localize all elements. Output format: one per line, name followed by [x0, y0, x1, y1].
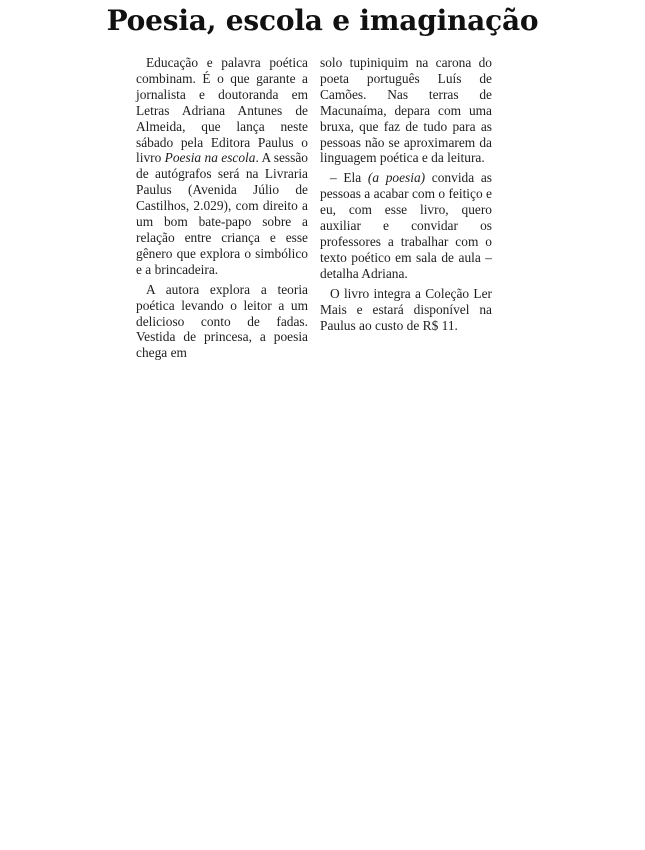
quote-text-start: – Ela — [330, 170, 368, 186]
paragraph-availability: O livro integra a Coleção Ler Mais e estará disponível na Paulus ao custo de R$ 11. — [320, 285, 492, 333]
intro-text-end: . A sessão de autógrafos será na Livraria Paulus (Avenida Júlio de Castilhos, 2.029), com direito a um bom bate-papo sobre a relação entre criança e esse gênero que explora o simbólico e a brincadeira. — [136, 150, 308, 277]
book-title: Poesia na escola — [164, 150, 256, 166]
article-column-right — [320, 55, 492, 337]
article-headline: Poesia, escola e imaginação — [106, 4, 539, 37]
quote-aside: (a poesia) — [367, 170, 426, 186]
intro-text-start: Educação e palavra poética combinam. É o que garante a jornalista e doutoranda em Letras Adriana Antunes de Almeida, que lança neste sábado pela Editora Paulus o livro — [136, 55, 308, 166]
paragraph-theory: A autora explora a teoria poética levando o leitor a um delicioso conto de fadas. Vestida de princesa, a poesia chega em — [136, 281, 308, 361]
paragraph-intro — [136, 55, 308, 278]
paragraph-theory-continued: solo tupiniquim na carona do poeta português Luís de Camões. Nas terras de Macunaíma, depara com uma bruxa, que faz de tudo para as pessoas não se aproximarem da linguagem poética e da leitura. — [320, 55, 492, 166]
paragraph-quote — [320, 170, 492, 281]
article-column-left — [136, 55, 308, 365]
quote-text-end: convida as pessoas a acabar com o feitiço e eu, com esse livro, quero auxiliar e convidar os professores a trabalhar com o texto poético em sala de aula – detalha Adriana. — [320, 170, 492, 281]
